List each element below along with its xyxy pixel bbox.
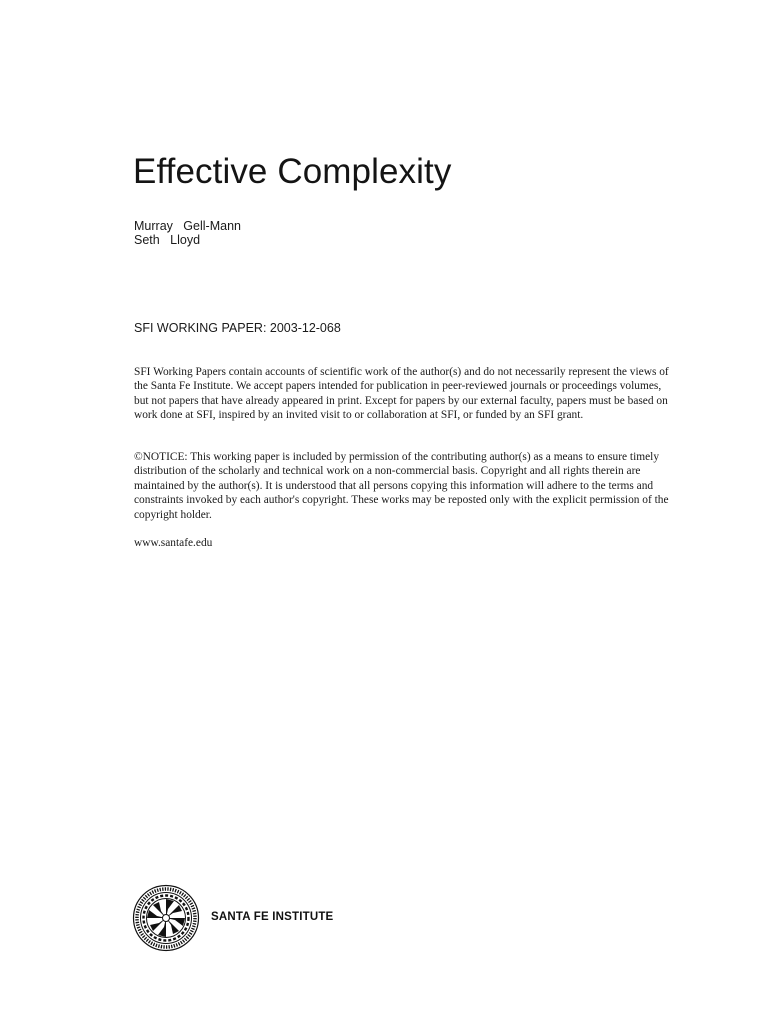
institute-name: SANTA FE INSTITUTE [211, 911, 334, 923]
website-url: www.santafe.edu [134, 537, 213, 549]
author-name: Murray Gell-Mann [134, 219, 241, 233]
working-paper-number: SFI WORKING PAPER: 2003-12-068 [134, 321, 341, 335]
author-list [134, 219, 241, 247]
copyright-notice-paragraph: ©NOTICE: This working paper is included by permission of the contributing author(s) as a means to ensure timely distribution of the scholarly and technical work on a non-commercial basis. Copyright and all rights therein are maintained by the author(s). It is understood that all persons copying this information will adhere to the terms and constraints invoked by each author's copyright. These works may be reposted only with the explicit permission of the copyright holder. [134, 451, 669, 521]
paper-title: Effective Complexity [133, 152, 452, 191]
disclaimer-paragraph: SFI Working Papers contain accounts of scientific work of the author(s) and do not necessarily represent the views of the Santa Fe Institute. We accept papers intended for publication in peer-reviewed journals or proceedings volumes, but not papers that have already appeared in print. Except for papers by our external faculty, papers must be based on work done at SFI, inspired by an invited visit to or collaboration at SFI, or funded by an SFI grant. [134, 366, 669, 422]
santa-fe-institute-seal-icon [132, 884, 200, 952]
author-name: Seth Lloyd [134, 233, 201, 247]
